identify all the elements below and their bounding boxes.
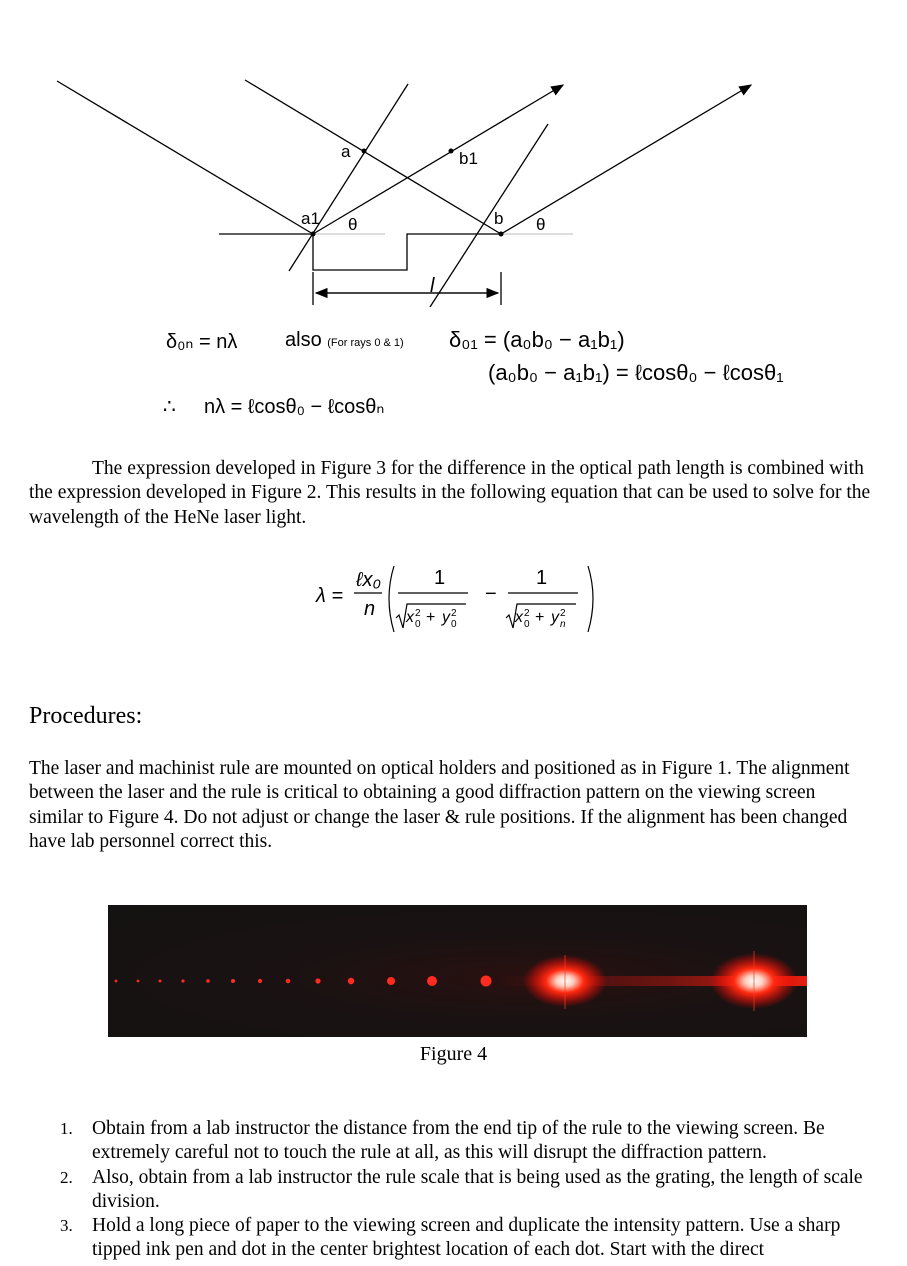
equation-also [285,329,404,352]
fraction1-numerator: 1 [434,567,446,589]
step-number: 2. [60,1167,73,1187]
procedure-steps [0,1117,882,1263]
lambda-equals: λ = [316,585,344,607]
svg-text:y: y [442,609,450,626]
label-b: b [494,209,504,228]
svg-text:x: x [515,609,523,626]
diffraction-pattern-photo [108,905,807,1037]
equation-path-difference: (a₀b₀ − a₁b₁) = ℓcosθ₀ − ℓcosθ₁ [488,360,784,385]
step-number: 1. [60,1119,73,1138]
equation-delta-01: δ₀₁ = (a₀b₀ − a₁b₁) [449,327,625,352]
equation-delta-0n: δ₀ₙ = nλ [166,331,238,353]
svg-text:y: y [551,609,559,626]
label-theta-2: θ [536,215,546,234]
wavefront-line-1 [289,84,408,271]
step-text: Also, obtain from a lab instructor the rule scale that is being used as the grating, the length of scale division. [92,1166,863,1212]
therefore-symbol: ∴ [163,396,176,418]
label-b1: b1 [459,149,478,168]
label-a1: a1 [301,209,320,228]
list-item [0,1214,882,1263]
lambda-numerator: ℓx₀ [356,569,381,591]
svg-text:+: + [535,609,545,626]
wavefront-line-2 [430,124,548,307]
minus-sign: − [485,583,497,605]
paragraph-alignment: The laser and machinist rule are mounted on optical holders and positioned as in Figure 1. The alignment between the laser and the rule is critical to obtaining a good diffraction pattern on the viewing screen similar to Figure 4. Do not adjust or change the laser & rule positions. If the alignment has been changed have lab personnel correct this. [29,758,850,852]
step-text: Obtain from a lab instructor the distance from the end tip of the rule to the viewing screen. Be extremely careful not to touch the rule at all, as this will disrupt the diffraction pattern. [92,1118,825,1164]
list-item [0,1166,882,1215]
step-number: 3. [60,1216,73,1236]
svg-text:x: x [406,609,414,626]
label-theta-1: θ [348,215,358,234]
list-item [0,1117,882,1166]
procedures-heading: Procedures: [29,703,143,729]
incoming-ray-1 [57,81,313,234]
outgoing-ray-2 [501,85,751,234]
also-note: (For rays 0 & 1) [327,337,404,349]
svg-text:0: 0 [451,619,457,630]
paragraph-path-length: The expression developed in Figure 3 for the difference in the optical path length is combined with the expression developed in Figure 2. This results in the following equation that can be used to solve for the wavelength of the HeNe laser light. [29,458,871,528]
svg-text:2: 2 [560,608,566,619]
svg-text:0: 0 [415,619,421,630]
also-word: also [285,329,322,351]
label-a: a [341,142,351,161]
lambda-denominator: n [364,598,376,620]
fraction2-numerator: 1 [536,567,548,589]
svg-text:+: + [426,609,436,626]
svg-text:n: n [560,619,566,630]
equation-n-lambda: nλ = ℓcosθ₀ − ℓcosθₙ [204,396,385,418]
svg-text:2: 2 [524,608,530,619]
rule-step [313,234,501,270]
figure4-caption: Figure 4 [419,1043,488,1065]
svg-text:0: 0 [524,619,530,630]
label-l: l [430,275,435,297]
svg-text:2: 2 [415,608,421,619]
wavelength-equation [310,560,610,638]
svg-text:2: 2 [451,608,457,619]
step-text: Hold a long piece of paper to the viewing screen and duplicate the intensity pattern. Use a sharp tipped ink pen and dot in the center brightest location of each dot. Start with the direct [92,1215,841,1261]
ray-diagram [0,0,907,320]
